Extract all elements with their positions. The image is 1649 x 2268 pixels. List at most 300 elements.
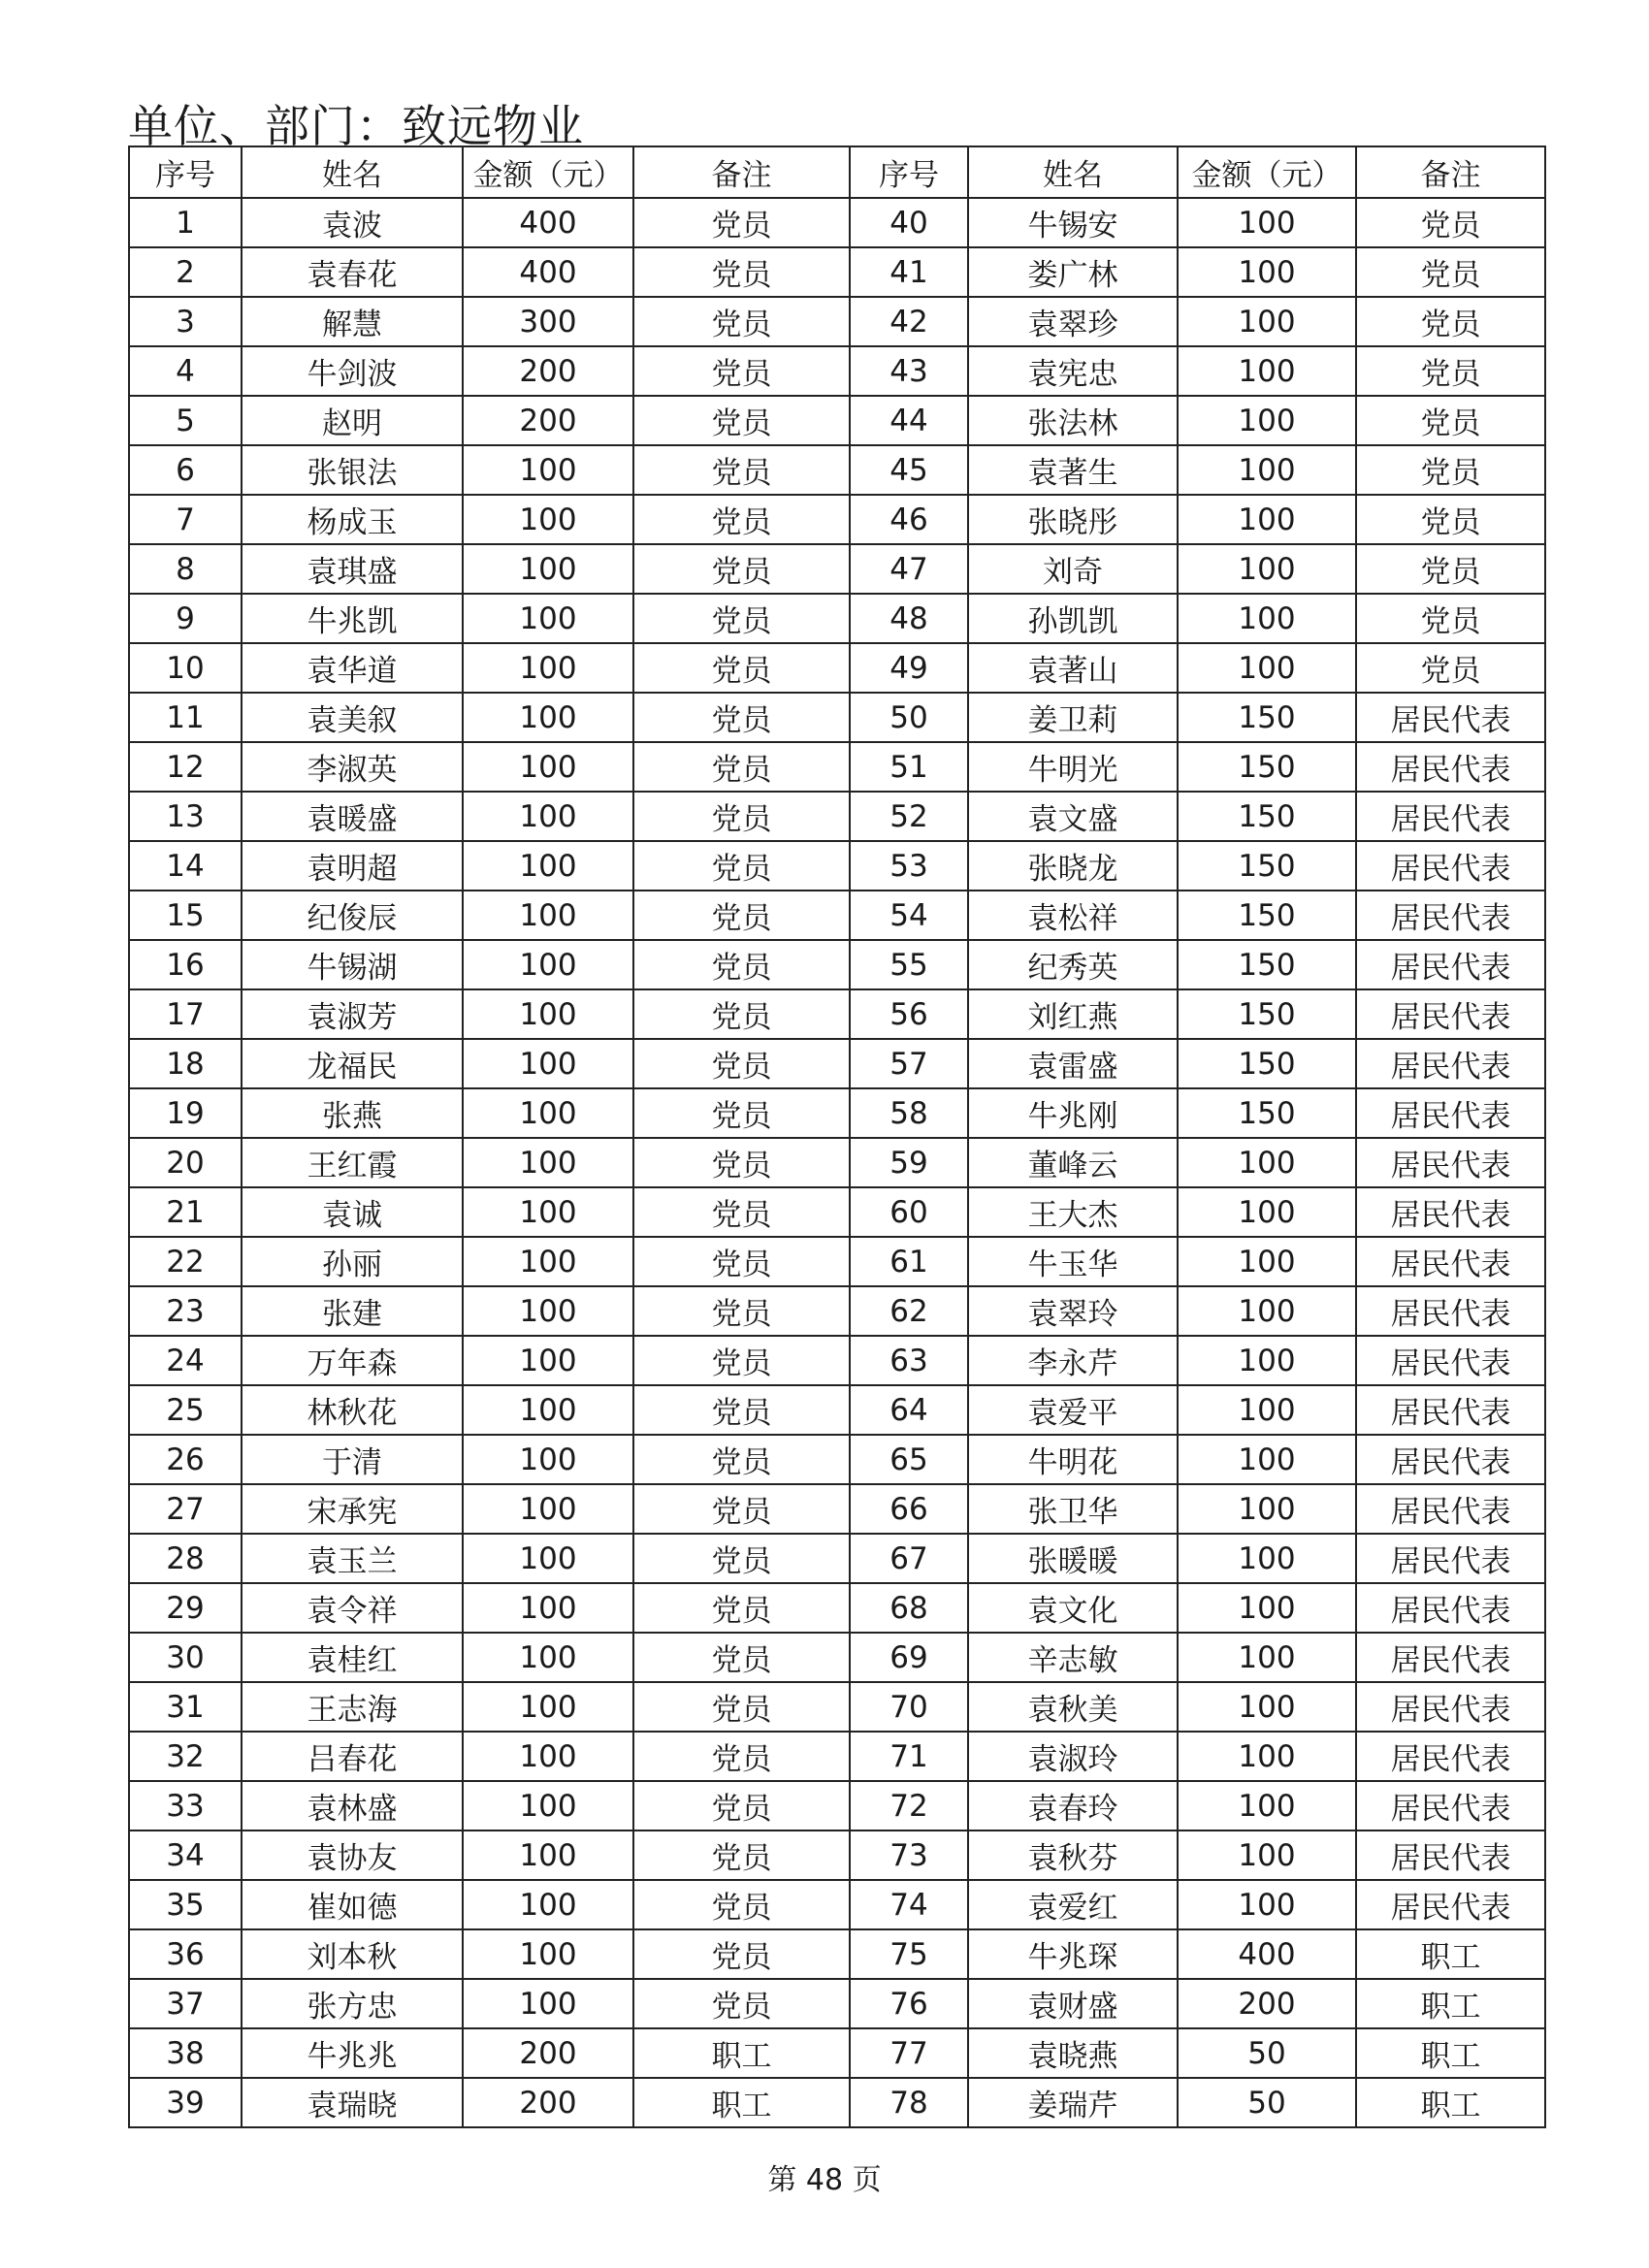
cell-amount-left: 100 xyxy=(463,940,633,989)
table-row xyxy=(129,1732,1545,1781)
cell-remark-right: 居民代表 xyxy=(1356,1088,1545,1138)
cell-remark-right: 党员 xyxy=(1356,594,1545,643)
cell-remark-left: 党员 xyxy=(633,1286,850,1336)
cell-remark-right: 居民代表 xyxy=(1356,1484,1545,1534)
cell-amount-right: 50 xyxy=(1178,2028,1356,2078)
cell-remark-left: 党员 xyxy=(633,297,850,346)
cell-remark-left: 职工 xyxy=(633,2028,850,2078)
cell-name-right: 袁雷盛 xyxy=(968,1039,1178,1088)
cell-name-right: 袁文盛 xyxy=(968,792,1178,841)
cell-seq-right: 43 xyxy=(850,346,968,396)
cell-name-right: 袁晓燕 xyxy=(968,2028,1178,2078)
cell-remark-left: 党员 xyxy=(633,1187,850,1237)
cell-name-right: 袁翠玲 xyxy=(968,1286,1178,1336)
cell-name-left: 纪俊辰 xyxy=(242,891,463,940)
cell-amount-right: 100 xyxy=(1178,1286,1356,1336)
cell-amount-right: 100 xyxy=(1178,1534,1356,1583)
cell-amount-right: 100 xyxy=(1178,445,1356,495)
cell-remark-left: 党员 xyxy=(633,544,850,594)
cell-remark-left: 党员 xyxy=(633,445,850,495)
cell-name-right: 牛兆刚 xyxy=(968,1088,1178,1138)
cell-seq-right: 41 xyxy=(850,247,968,297)
cell-remark-right: 居民代表 xyxy=(1356,940,1545,989)
table-row xyxy=(129,792,1545,841)
cell-name-left: 袁淑芳 xyxy=(242,989,463,1039)
cell-seq-right: 50 xyxy=(850,693,968,742)
cell-name-right: 王大杰 xyxy=(968,1187,1178,1237)
cell-name-right: 董峰云 xyxy=(968,1138,1178,1187)
cell-seq-right: 77 xyxy=(850,2028,968,2078)
cell-remark-right: 党员 xyxy=(1356,495,1545,544)
cell-seq-right: 49 xyxy=(850,643,968,693)
cell-name-right: 袁秋美 xyxy=(968,1682,1178,1732)
cell-amount-left: 100 xyxy=(463,1336,633,1385)
cell-amount-right: 100 xyxy=(1178,1633,1356,1682)
cell-remark-left: 党员 xyxy=(633,1237,850,1286)
cell-amount-right: 100 xyxy=(1178,1435,1356,1484)
table-row xyxy=(129,1138,1545,1187)
cell-remark-left: 党员 xyxy=(633,1435,850,1484)
cell-seq-left: 30 xyxy=(129,1633,242,1682)
cell-seq-right: 69 xyxy=(850,1633,968,1682)
cell-remark-left: 党员 xyxy=(633,1682,850,1732)
cell-amount-left: 100 xyxy=(463,1237,633,1286)
cell-amount-left: 400 xyxy=(463,198,633,247)
table-row xyxy=(129,346,1545,396)
cell-name-left: 赵明 xyxy=(242,396,463,445)
table-row xyxy=(129,1187,1545,1237)
cell-name-right: 袁秋芬 xyxy=(968,1831,1178,1880)
cell-name-right: 张暖暖 xyxy=(968,1534,1178,1583)
cell-remark-left: 党员 xyxy=(633,742,850,792)
cell-name-right: 牛兆琛 xyxy=(968,1929,1178,1979)
cell-seq-right: 45 xyxy=(850,445,968,495)
cell-amount-left: 100 xyxy=(463,1286,633,1336)
cell-remark-left: 党员 xyxy=(633,198,850,247)
cell-name-right: 姜瑞芹 xyxy=(968,2078,1178,2127)
cell-amount-right: 100 xyxy=(1178,1781,1356,1831)
cell-amount-right: 200 xyxy=(1178,1979,1356,2028)
cell-amount-left: 200 xyxy=(463,2078,633,2127)
cell-name-right: 袁爱平 xyxy=(968,1385,1178,1435)
cell-seq-left: 13 xyxy=(129,792,242,841)
cell-amount-left: 100 xyxy=(463,1138,633,1187)
cell-name-left: 王红霞 xyxy=(242,1138,463,1187)
cell-seq-left: 1 xyxy=(129,198,242,247)
cell-amount-right: 100 xyxy=(1178,544,1356,594)
cell-remark-right: 党员 xyxy=(1356,396,1545,445)
cell-remark-right: 居民代表 xyxy=(1356,1237,1545,1286)
table-row xyxy=(129,1583,1545,1633)
cell-amount-right: 100 xyxy=(1178,198,1356,247)
cell-name-left: 牛兆兆 xyxy=(242,2028,463,2078)
cell-remark-left: 党员 xyxy=(633,1534,850,1583)
cell-amount-right: 150 xyxy=(1178,940,1356,989)
cell-remark-right: 居民代表 xyxy=(1356,841,1545,891)
cell-amount-right: 100 xyxy=(1178,1138,1356,1187)
cell-amount-left: 100 xyxy=(463,693,633,742)
cell-remark-left: 党员 xyxy=(633,1732,850,1781)
cell-amount-left: 300 xyxy=(463,297,633,346)
table-row xyxy=(129,1237,1545,1286)
table-row xyxy=(129,544,1545,594)
cell-amount-left: 100 xyxy=(463,1929,633,1979)
cell-seq-left: 17 xyxy=(129,989,242,1039)
table-row xyxy=(129,841,1545,891)
cell-amount-right: 100 xyxy=(1178,643,1356,693)
cell-seq-right: 63 xyxy=(850,1336,968,1385)
cell-seq-left: 2 xyxy=(129,247,242,297)
cell-remark-right: 居民代表 xyxy=(1356,1732,1545,1781)
table-row xyxy=(129,643,1545,693)
cell-remark-right: 居民代表 xyxy=(1356,792,1545,841)
cell-name-right: 牛明花 xyxy=(968,1435,1178,1484)
cell-amount-right: 150 xyxy=(1178,891,1356,940)
cell-amount-left: 100 xyxy=(463,1831,633,1880)
cell-seq-left: 23 xyxy=(129,1286,242,1336)
cell-amount-right: 100 xyxy=(1178,1336,1356,1385)
cell-name-right: 袁宪忠 xyxy=(968,346,1178,396)
cell-amount-right: 150 xyxy=(1178,742,1356,792)
cell-amount-left: 100 xyxy=(463,1633,633,1682)
table-row xyxy=(129,940,1545,989)
header-cell-remark-left: 备注 xyxy=(633,146,850,198)
cell-seq-left: 15 xyxy=(129,891,242,940)
cell-amount-right: 150 xyxy=(1178,1088,1356,1138)
cell-seq-right: 51 xyxy=(850,742,968,792)
cell-seq-right: 47 xyxy=(850,544,968,594)
cell-amount-left: 100 xyxy=(463,594,633,643)
cell-remark-left: 党员 xyxy=(633,1929,850,1979)
table-row xyxy=(129,396,1545,445)
cell-name-left: 袁林盛 xyxy=(242,1781,463,1831)
header-cell-amount-left: 金额（元） xyxy=(463,146,633,198)
cell-name-left: 于清 xyxy=(242,1435,463,1484)
cell-remark-left: 党员 xyxy=(633,1583,850,1633)
cell-amount-left: 100 xyxy=(463,643,633,693)
cell-amount-left: 200 xyxy=(463,396,633,445)
cell-amount-right: 400 xyxy=(1178,1929,1356,1979)
cell-seq-right: 44 xyxy=(850,396,968,445)
table-row xyxy=(129,1088,1545,1138)
cell-remark-left: 职工 xyxy=(633,2078,850,2127)
cell-remark-right: 党员 xyxy=(1356,346,1545,396)
cell-seq-right: 53 xyxy=(850,841,968,891)
cell-seq-right: 59 xyxy=(850,1138,968,1187)
cell-name-right: 牛锡安 xyxy=(968,198,1178,247)
cell-amount-right: 150 xyxy=(1178,1039,1356,1088)
cell-seq-left: 16 xyxy=(129,940,242,989)
cell-remark-left: 党员 xyxy=(633,495,850,544)
header-cell-name-right: 姓名 xyxy=(968,146,1178,198)
cell-seq-left: 31 xyxy=(129,1682,242,1732)
cell-remark-right: 居民代表 xyxy=(1356,1633,1545,1682)
cell-amount-right: 150 xyxy=(1178,989,1356,1039)
cell-amount-left: 100 xyxy=(463,1039,633,1088)
cell-seq-left: 29 xyxy=(129,1583,242,1633)
cell-remark-left: 党员 xyxy=(633,1633,850,1682)
cell-amount-left: 100 xyxy=(463,742,633,792)
table-row xyxy=(129,1831,1545,1880)
cell-name-left: 袁桂红 xyxy=(242,1633,463,1682)
cell-name-left: 崔如德 xyxy=(242,1880,463,1929)
cell-remark-right: 居民代表 xyxy=(1356,1831,1545,1880)
cell-name-right: 张卫华 xyxy=(968,1484,1178,1534)
cell-remark-left: 党员 xyxy=(633,1979,850,2028)
cell-seq-left: 39 xyxy=(129,2078,242,2127)
cell-amount-right: 100 xyxy=(1178,1237,1356,1286)
cell-remark-left: 党员 xyxy=(633,1138,850,1187)
cell-name-left: 张银法 xyxy=(242,445,463,495)
cell-seq-right: 58 xyxy=(850,1088,968,1138)
cell-remark-right: 党员 xyxy=(1356,445,1545,495)
cell-remark-left: 党员 xyxy=(633,1336,850,1385)
cell-amount-left: 100 xyxy=(463,792,633,841)
cell-name-right: 袁翠珍 xyxy=(968,297,1178,346)
cell-remark-right: 居民代表 xyxy=(1356,1682,1545,1732)
cell-amount-right: 100 xyxy=(1178,1583,1356,1633)
cell-seq-left: 3 xyxy=(129,297,242,346)
cell-seq-right: 54 xyxy=(850,891,968,940)
cell-name-left: 杨成玉 xyxy=(242,495,463,544)
cell-seq-right: 70 xyxy=(850,1682,968,1732)
cell-remark-right: 党员 xyxy=(1356,643,1545,693)
cell-seq-left: 34 xyxy=(129,1831,242,1880)
cell-seq-left: 4 xyxy=(129,346,242,396)
cell-name-left: 袁波 xyxy=(242,198,463,247)
cell-amount-right: 100 xyxy=(1178,495,1356,544)
cell-name-left: 龙福民 xyxy=(242,1039,463,1088)
table-row xyxy=(129,1781,1545,1831)
table-row xyxy=(129,1682,1545,1732)
cell-name-right: 袁松祥 xyxy=(968,891,1178,940)
cell-name-right: 李永芹 xyxy=(968,1336,1178,1385)
cell-name-right: 袁著山 xyxy=(968,643,1178,693)
cell-amount-right: 150 xyxy=(1178,693,1356,742)
cell-name-left: 袁暖盛 xyxy=(242,792,463,841)
cell-seq-right: 73 xyxy=(850,1831,968,1880)
page-number: 第 48 页 xyxy=(767,2163,882,2197)
table-row xyxy=(129,1929,1545,1979)
cell-remark-left: 党员 xyxy=(633,643,850,693)
cell-remark-right: 居民代表 xyxy=(1356,1138,1545,1187)
cell-seq-left: 25 xyxy=(129,1385,242,1435)
cell-amount-left: 100 xyxy=(463,891,633,940)
cell-seq-left: 7 xyxy=(129,495,242,544)
cell-seq-right: 64 xyxy=(850,1385,968,1435)
cell-seq-right: 68 xyxy=(850,1583,968,1633)
cell-name-left: 林秋花 xyxy=(242,1385,463,1435)
cell-seq-right: 75 xyxy=(850,1929,968,1979)
cell-amount-left: 100 xyxy=(463,445,633,495)
cell-amount-right: 100 xyxy=(1178,297,1356,346)
cell-remark-right: 居民代表 xyxy=(1356,1187,1545,1237)
cell-name-left: 袁诚 xyxy=(242,1187,463,1237)
donation-roster-table xyxy=(128,146,1546,2128)
cell-seq-right: 74 xyxy=(850,1880,968,1929)
cell-remark-right: 居民代表 xyxy=(1356,693,1545,742)
cell-amount-left: 100 xyxy=(463,1781,633,1831)
table-row xyxy=(129,891,1545,940)
cell-amount-left: 100 xyxy=(463,1435,633,1484)
cell-seq-right: 42 xyxy=(850,297,968,346)
cell-remark-left: 党员 xyxy=(633,1039,850,1088)
table-row xyxy=(129,297,1545,346)
cell-name-left: 解慧 xyxy=(242,297,463,346)
cell-amount-left: 100 xyxy=(463,1682,633,1732)
cell-amount-right: 100 xyxy=(1178,247,1356,297)
cell-remark-right: 居民代表 xyxy=(1356,1286,1545,1336)
cell-seq-right: 57 xyxy=(850,1039,968,1088)
cell-amount-left: 100 xyxy=(463,544,633,594)
cell-remark-right: 居民代表 xyxy=(1356,1583,1545,1633)
cell-amount-left: 100 xyxy=(463,1583,633,1633)
cell-remark-left: 党员 xyxy=(633,1880,850,1929)
cell-seq-left: 24 xyxy=(129,1336,242,1385)
cell-seq-left: 33 xyxy=(129,1781,242,1831)
cell-name-right: 张晓彤 xyxy=(968,495,1178,544)
table-row xyxy=(129,1286,1545,1336)
header-cell-name-left: 姓名 xyxy=(242,146,463,198)
cell-name-right: 袁春玲 xyxy=(968,1781,1178,1831)
table-row xyxy=(129,594,1545,643)
cell-seq-right: 55 xyxy=(850,940,968,989)
cell-seq-left: 35 xyxy=(129,1880,242,1929)
cell-seq-right: 67 xyxy=(850,1534,968,1583)
cell-amount-left: 100 xyxy=(463,1732,633,1781)
header-cell-seq-right: 序号 xyxy=(850,146,968,198)
cell-name-right: 孙凯凯 xyxy=(968,594,1178,643)
table-row xyxy=(129,2028,1545,2078)
cell-seq-right: 72 xyxy=(850,1781,968,1831)
cell-seq-right: 52 xyxy=(850,792,968,841)
cell-seq-left: 18 xyxy=(129,1039,242,1088)
cell-remark-left: 党员 xyxy=(633,841,850,891)
cell-seq-left: 22 xyxy=(129,1237,242,1286)
cell-seq-left: 8 xyxy=(129,544,242,594)
cell-remark-right: 居民代表 xyxy=(1356,1880,1545,1929)
cell-remark-right: 党员 xyxy=(1356,247,1545,297)
cell-amount-right: 150 xyxy=(1178,841,1356,891)
cell-amount-right: 50 xyxy=(1178,2078,1356,2127)
cell-seq-right: 40 xyxy=(850,198,968,247)
cell-name-left: 孙丽 xyxy=(242,1237,463,1286)
cell-name-left: 袁协友 xyxy=(242,1831,463,1880)
cell-name-right: 张晓龙 xyxy=(968,841,1178,891)
cell-remark-right: 居民代表 xyxy=(1356,1039,1545,1088)
table-row xyxy=(129,2078,1545,2127)
cell-name-left: 万年森 xyxy=(242,1336,463,1385)
cell-remark-right: 居民代表 xyxy=(1356,1336,1545,1385)
cell-remark-left: 党员 xyxy=(633,1831,850,1880)
cell-name-left: 张建 xyxy=(242,1286,463,1336)
cell-seq-left: 38 xyxy=(129,2028,242,2078)
cell-remark-right: 居民代表 xyxy=(1356,989,1545,1039)
cell-seq-right: 71 xyxy=(850,1732,968,1781)
cell-remark-right: 职工 xyxy=(1356,1929,1545,1979)
cell-remark-left: 党员 xyxy=(633,792,850,841)
cell-name-right: 袁淑玲 xyxy=(968,1732,1178,1781)
cell-remark-left: 党员 xyxy=(633,693,850,742)
cell-seq-left: 12 xyxy=(129,742,242,792)
cell-seq-left: 37 xyxy=(129,1979,242,2028)
cell-amount-right: 100 xyxy=(1178,346,1356,396)
cell-seq-left: 21 xyxy=(129,1187,242,1237)
cell-remark-right: 居民代表 xyxy=(1356,1534,1545,1583)
cell-amount-left: 200 xyxy=(463,2028,633,2078)
cell-name-left: 袁琪盛 xyxy=(242,544,463,594)
header-cell-remark-right: 备注 xyxy=(1356,146,1545,198)
cell-name-left: 牛兆凯 xyxy=(242,594,463,643)
cell-seq-left: 27 xyxy=(129,1484,242,1534)
cell-amount-right: 150 xyxy=(1178,792,1356,841)
cell-name-right: 张法林 xyxy=(968,396,1178,445)
cell-seq-right: 65 xyxy=(850,1435,968,1484)
cell-seq-left: 14 xyxy=(129,841,242,891)
cell-seq-left: 6 xyxy=(129,445,242,495)
cell-amount-left: 100 xyxy=(463,989,633,1039)
cell-amount-right: 100 xyxy=(1178,1880,1356,1929)
cell-name-right: 辛志敏 xyxy=(968,1633,1178,1682)
cell-remark-left: 党员 xyxy=(633,989,850,1039)
cell-seq-right: 62 xyxy=(850,1286,968,1336)
cell-seq-right: 60 xyxy=(850,1187,968,1237)
cell-seq-left: 20 xyxy=(129,1138,242,1187)
cell-remark-right: 居民代表 xyxy=(1356,1385,1545,1435)
cell-name-left: 袁华道 xyxy=(242,643,463,693)
unit-department-title: 单位、部门：致远物业 xyxy=(128,100,584,152)
cell-remark-right: 居民代表 xyxy=(1356,742,1545,792)
cell-name-left: 宋承宪 xyxy=(242,1484,463,1534)
cell-name-left: 袁春花 xyxy=(242,247,463,297)
table-row xyxy=(129,989,1545,1039)
cell-amount-left: 100 xyxy=(463,1979,633,2028)
cell-amount-left: 400 xyxy=(463,247,633,297)
table-row xyxy=(129,198,1545,247)
cell-seq-left: 5 xyxy=(129,396,242,445)
table-row xyxy=(129,495,1545,544)
table-row xyxy=(129,1979,1545,2028)
cell-name-right: 刘奇 xyxy=(968,544,1178,594)
cell-name-right: 袁文化 xyxy=(968,1583,1178,1633)
cell-name-right: 刘红燕 xyxy=(968,989,1178,1039)
cell-remark-left: 党员 xyxy=(633,1088,850,1138)
cell-seq-right: 78 xyxy=(850,2078,968,2127)
cell-name-left: 刘本秋 xyxy=(242,1929,463,1979)
cell-name-right: 袁爱红 xyxy=(968,1880,1178,1929)
cell-seq-right: 48 xyxy=(850,594,968,643)
cell-name-left: 牛剑波 xyxy=(242,346,463,396)
table-row xyxy=(129,742,1545,792)
cell-amount-left: 100 xyxy=(463,1484,633,1534)
cell-seq-right: 76 xyxy=(850,1979,968,2028)
cell-name-left: 张方忠 xyxy=(242,1979,463,2028)
cell-remark-right: 党员 xyxy=(1356,198,1545,247)
cell-remark-right: 居民代表 xyxy=(1356,1781,1545,1831)
cell-amount-right: 100 xyxy=(1178,1484,1356,1534)
cell-remark-right: 居民代表 xyxy=(1356,1435,1545,1484)
cell-remark-left: 党员 xyxy=(633,1385,850,1435)
cell-name-left: 李淑英 xyxy=(242,742,463,792)
cell-remark-left: 党员 xyxy=(633,346,850,396)
table-row xyxy=(129,247,1545,297)
cell-remark-right: 职工 xyxy=(1356,2078,1545,2127)
cell-amount-left: 200 xyxy=(463,346,633,396)
cell-name-left: 牛锡湖 xyxy=(242,940,463,989)
cell-amount-left: 100 xyxy=(463,1088,633,1138)
cell-amount-left: 100 xyxy=(463,1385,633,1435)
cell-name-left: 袁美叙 xyxy=(242,693,463,742)
